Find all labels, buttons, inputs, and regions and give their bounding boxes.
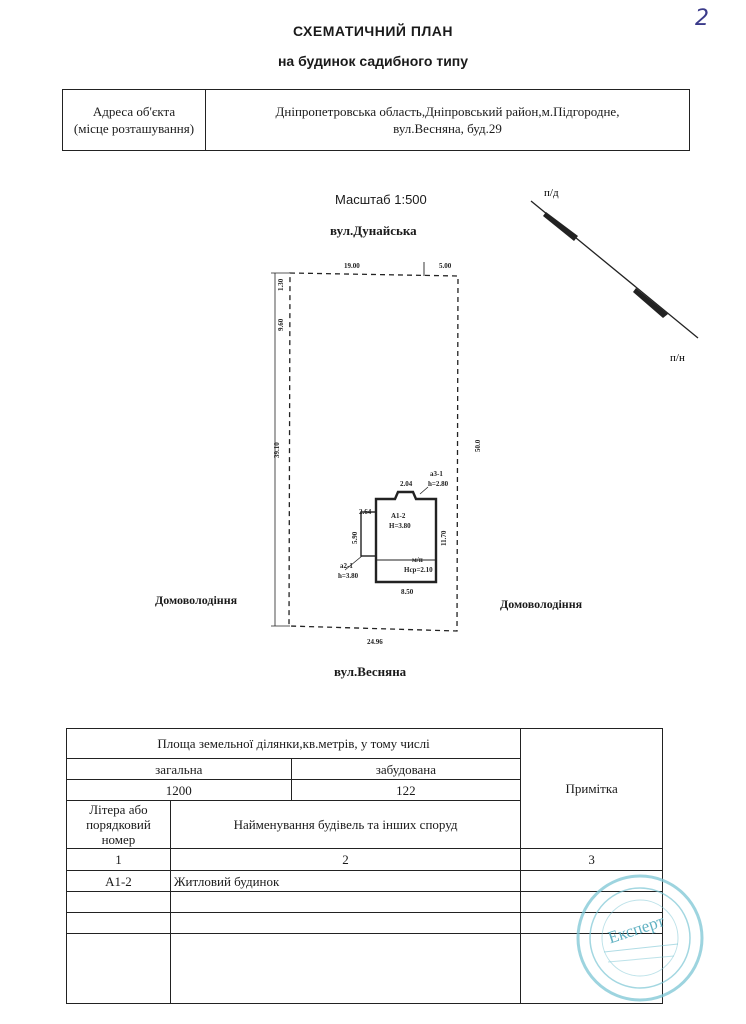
stamp-text: Експерт xyxy=(605,911,667,948)
street-bottom-label: вул.Весняна xyxy=(334,664,407,679)
expert-stamp xyxy=(574,872,706,1004)
dim-top-right: 5.00 xyxy=(439,262,452,270)
dim-bottom: 24.96 xyxy=(367,638,383,646)
label-porch-h: h=2.80 xyxy=(428,480,449,488)
col-number-1: 1 xyxy=(67,849,171,871)
lot-boundary xyxy=(289,273,458,631)
document-title: СХЕМАТИЧНИЙ ПЛАН xyxy=(292,23,453,39)
label-room: м/п xyxy=(412,556,423,564)
row-letter xyxy=(67,892,171,913)
label-main-h: Н=3.80 xyxy=(389,522,411,530)
dim-left-1: 1.30 xyxy=(277,278,285,291)
row-name xyxy=(170,892,520,913)
row-letter xyxy=(67,913,171,934)
dim-bldg-height: 11.70 xyxy=(440,530,448,546)
page-number: 2 xyxy=(695,6,709,31)
side-extension xyxy=(361,512,376,556)
compass-top-label: п/д xyxy=(544,187,559,199)
row-letter: А1-2 xyxy=(67,871,171,892)
compass-arrow xyxy=(531,187,698,364)
address-value-line1: Дніпропетровська область,Дніпровський район,м.Підгородне, xyxy=(275,104,620,119)
dim-porch-width: 2.04 xyxy=(400,480,413,488)
label-side-name: а2-1 xyxy=(340,562,353,570)
label-room-h: Нср=2.10 xyxy=(404,566,433,574)
row-letter xyxy=(67,934,171,1004)
address-value-line2: вул.Весняна, буд.29 xyxy=(393,121,502,136)
note-header: Примітка xyxy=(521,729,663,849)
address-label-line2: (місце розташування) xyxy=(73,121,195,136)
col1-header: Літера або порядковий номер xyxy=(67,801,171,849)
row-name xyxy=(170,913,520,934)
col-number-2: 2 xyxy=(170,849,520,871)
label-side-h: h=3.80 xyxy=(338,572,359,580)
col2-header: Найменування будівель та інших споруд xyxy=(170,801,520,849)
area-header: Площа земельної ділянки,кв.метрів, у тому числі xyxy=(67,729,521,759)
dim-right: 50.0 xyxy=(474,439,482,452)
built-area-label: забудована xyxy=(291,759,521,780)
dim-left-2: 9.60 xyxy=(277,318,285,331)
built-area-value: 122 xyxy=(291,780,521,801)
plan-scale: Масштаб 1:500 xyxy=(335,192,427,207)
neighbor-right-label: Домоволодіння xyxy=(500,597,583,611)
label-porch-name: а3-1 xyxy=(430,470,443,478)
neighbor-left-label: Домоволодіння xyxy=(155,593,238,607)
dim-side-width: 2.64 xyxy=(359,508,372,516)
label-main-name: А1-2 xyxy=(391,512,406,520)
document-subtitle: на будинок садибного типу xyxy=(277,53,469,69)
compass-bottom-label: п/н xyxy=(670,352,685,364)
total-area-value: 1200 xyxy=(67,780,292,801)
dim-bldg-width: 8.50 xyxy=(401,588,414,596)
total-area-label: загальна xyxy=(67,759,292,780)
dim-top-left: 19.00 xyxy=(344,262,360,270)
dim-left-3: 39.10 xyxy=(273,442,281,458)
row-name: Житловий будинок xyxy=(170,871,520,892)
dim-side-height: 5.90 xyxy=(351,531,359,544)
row-name xyxy=(170,934,520,1004)
col-number-3: 3 xyxy=(521,849,663,871)
address-label-line1: Адреса об'єкта xyxy=(92,104,176,119)
street-top-label: вул.Дунайська xyxy=(330,223,417,238)
